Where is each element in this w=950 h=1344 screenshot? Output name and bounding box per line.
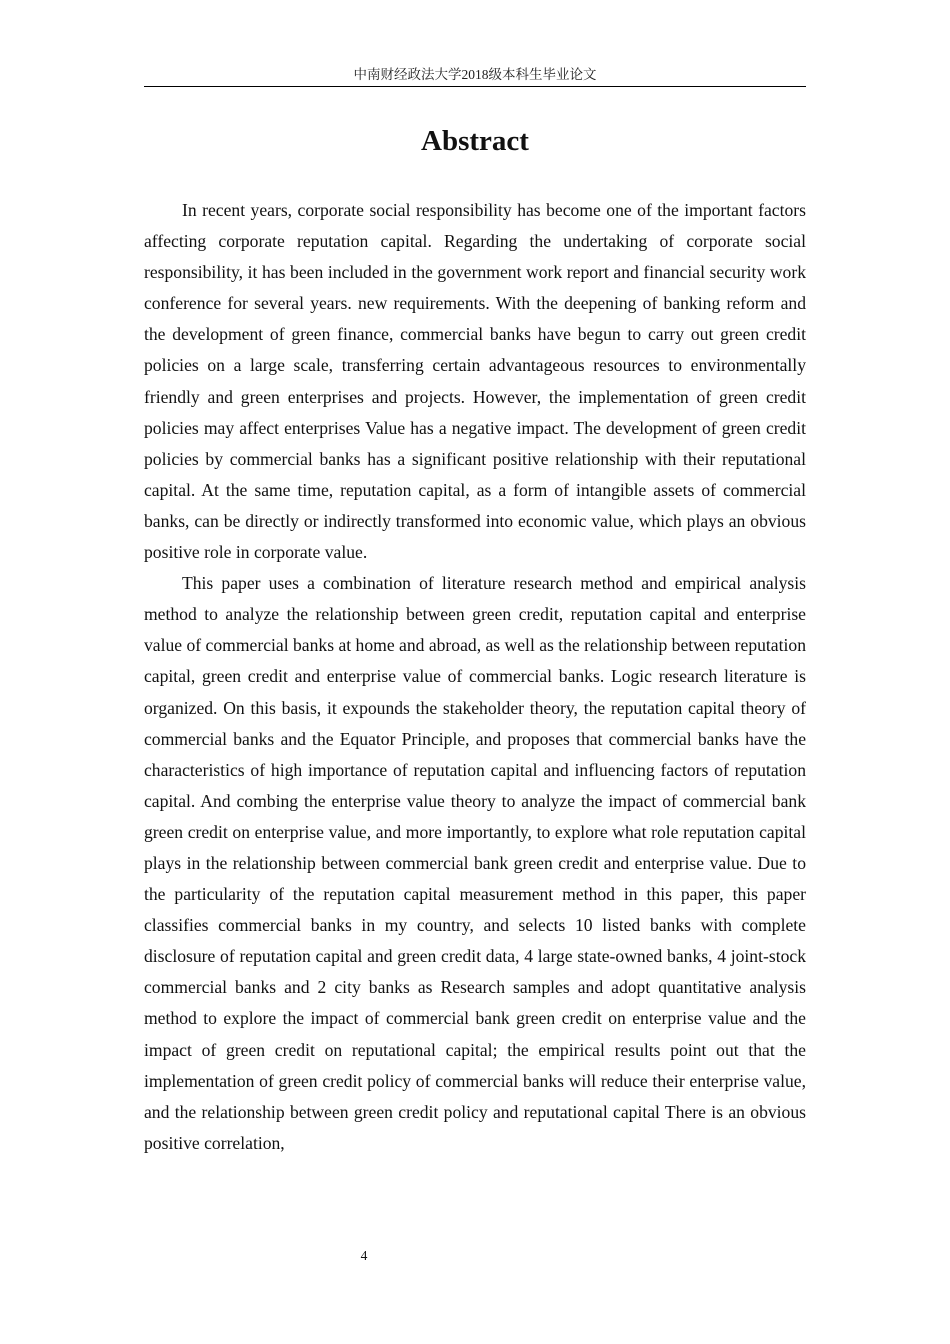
abstract-paragraph-1: In recent years, corporate social responsibility has become one of the important factors affecting corporate reputation capital. Regarding the undertaking of corporate social responsibility, it has been included in the government work report and financial security work conference for several years. new requirements. With the deepening of banking reform and the development of green finance, commercial banks have begun to carry out green credit policies on a large scale, transferring certain advantageous resources to environmentally friendly and green enterprises and projects. However, the implementation of green credit policies may affect enterprises Value has a negative impact. The development of green credit policies by commercial banks has a significant positive relationship with their reputational capital. At the same time, reputation capital, as a form of intangible assets of commercial banks, can be directly or indirectly transformed into economic value, which plays an obvious positive role in corporate value. (144, 200, 806, 563)
header-rule (144, 86, 806, 87)
abstract-body (144, 195, 806, 1159)
page-title: Abstract (421, 125, 529, 157)
abstract-paragraph-2: This paper uses a combination of literature research method and empirical analysis method to analyze the relationship between green credit, reputation capital and enterprise value of commercial banks at home and abroad, as well as the relationship between reputation capital, green credit and enterprise value of commercial banks. Logic research literature is organized. On this basis, it expounds the stakeholder theory, the reputation capital theory of commercial banks and the Equator Principle, and proposes that commercial banks have the characteristics of high importance of reputation capital and influencing factors of reputation capital. And combing the enterprise value theory to analyze the impact of commercial bank green credit on enterprise value, and more importantly, to explore what role reputation capital plays in the relationship between commercial bank green credit and enterprise value. Due to the particularity of the reputation capital measurement method in this paper, this paper classifies commercial banks in my country, and selects 10 listed banks with complete disclosure of reputation capital and green credit data, 4 large state-owned banks, 4 joint-stock commercial banks and 2 city banks as Research samples and adopt quantitative analysis method to explore the impact of commercial bank green credit on enterprise value and the impact of green credit on reputational capital; the empirical results point out that the implementation of green credit policy of commercial banks will reduce their enterprise value, and the relationship between green credit policy and reputational capital There is an obvious positive correlation, (144, 573, 806, 1153)
running-header: 中南财经政法大学2018级本科生毕业论文 (353, 67, 597, 82)
page-number: 4 (360, 1248, 368, 1263)
